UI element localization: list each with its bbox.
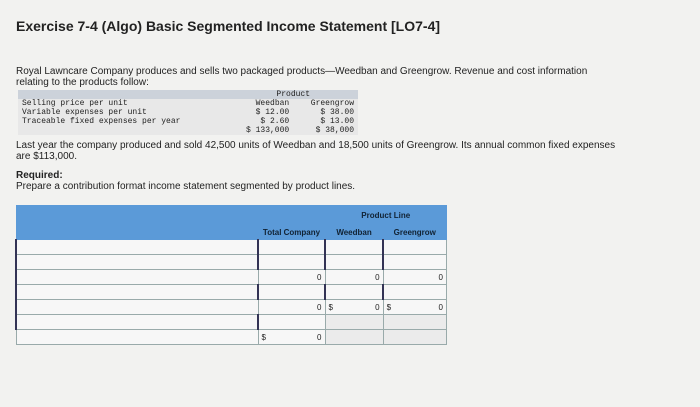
product-line-header: Product Line [325,206,447,225]
row-label-input[interactable] [20,301,255,313]
total-company-header: Total Company [258,225,325,240]
greengrow-input[interactable] [387,286,443,298]
greengrow-value: 0 [438,302,443,312]
required-label: Required: [16,170,63,181]
total-value: 0 [258,300,325,315]
row-label-input[interactable] [20,271,255,283]
required-text: Prepare a contribution format income statement segmented by product lines. [16,181,356,192]
income-statement-sheet [15,205,447,345]
row-label: Traceable fixed expenses per year [22,117,181,126]
greengrow-header: Greengrow [383,225,446,240]
cell: $ 38.00 [320,108,354,117]
weedban-value: 0 [375,302,380,312]
greengrow-value: 0 [383,270,446,285]
total-input[interactable] [262,241,321,253]
greengrow-input[interactable] [387,256,443,268]
row-label-input[interactable] [20,286,254,298]
product-data-table [18,90,358,135]
col-header: Greengrow [310,99,354,108]
intro-text: Royal Lawncare Company produces and sells two packaged products—Weedban and Greengrow. Revenue and cost information relating to the products follow: [16,66,588,88]
cell: $ 12.00 [255,108,290,117]
total-input[interactable] [262,256,321,268]
dollar-sign: $ [386,302,392,312]
product-header: Product [276,90,311,99]
weedban-input[interactable] [329,241,379,253]
cell: $ 13.00 [320,117,354,126]
total-input[interactable] [262,286,321,298]
total-value: 0 [258,270,325,285]
col-header: Weedban [255,99,290,108]
row-label-input[interactable] [20,316,254,328]
row-label-input[interactable] [20,241,254,253]
weedban-input[interactable] [329,256,379,268]
row-label: Selling price per unit [22,99,128,108]
dollar-sign: $ [328,302,333,312]
total-net-value: 0 [317,332,322,342]
cell: $ 38,000 [315,126,354,135]
weedban-header: Weedban [325,225,383,240]
weedban-value: 0 [325,270,383,285]
cell: $ 133,000 [246,126,290,135]
weedban-input[interactable] [329,286,379,298]
cell: $ 2.60 [260,117,290,126]
dollar-sign: $ [261,332,266,342]
greengrow-input[interactable] [387,241,443,253]
total-input[interactable] [262,316,322,328]
page-title: Exercise 7-4 (Algo) Basic Segmented Income Statement [LO7-4] [16,18,441,34]
row-label-input[interactable] [20,256,254,268]
row-label: Variable expenses per unit [22,108,147,117]
last-year-text: Last year the company produced and sold 42,500 units of Weedban and 18,500 units of Greengrow. Its annual common fixed expenses are $113,000. [16,140,616,162]
